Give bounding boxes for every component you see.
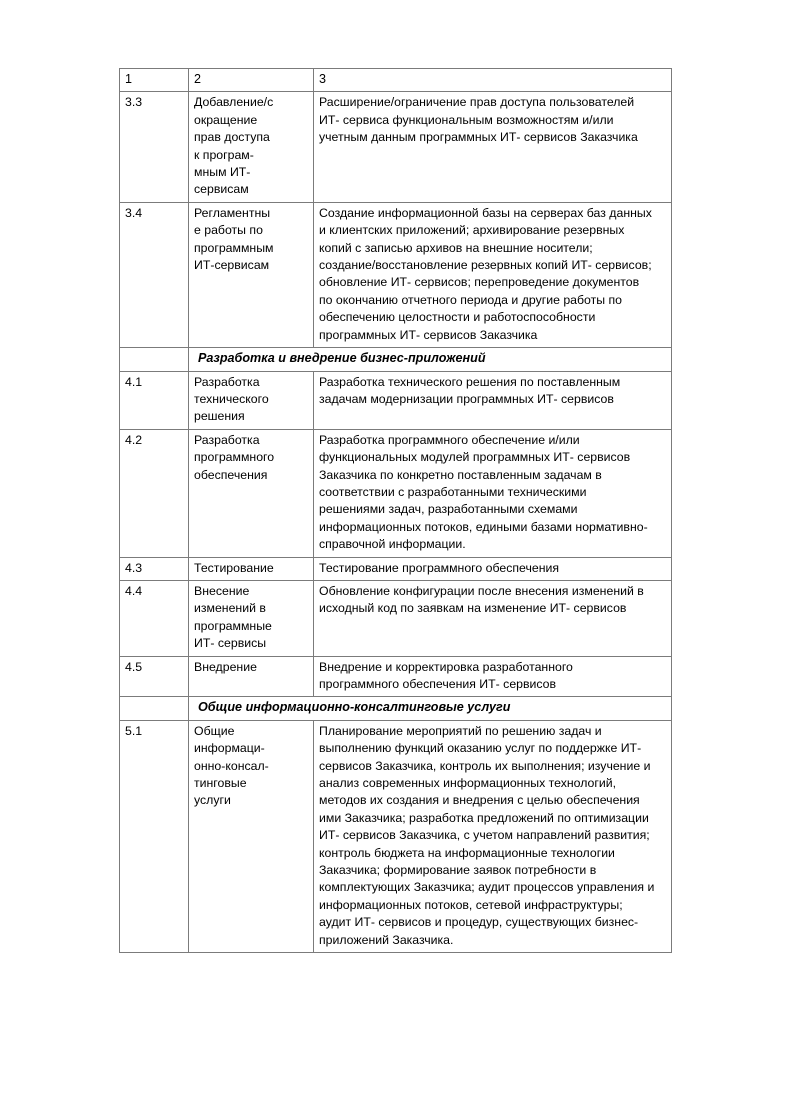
service-description-line: Обновление конфигурации после внесения изменений в: [319, 583, 644, 598]
row-number: 3.3: [120, 92, 189, 202]
section-num-cell: [120, 348, 189, 371]
service-name-line: Регламентны: [194, 205, 271, 220]
row-number: 3.4: [120, 202, 189, 347]
row-service-description: [314, 371, 672, 429]
service-name-line: е работы по: [194, 223, 263, 238]
table-section-row: [120, 697, 672, 720]
service-description-line: соответствии с разработанными техническими: [319, 484, 587, 499]
service-name-line: Внесение: [194, 583, 250, 598]
service-name-line: Разработка: [194, 374, 260, 389]
service-description-line: анализ современных информационных технологий,: [319, 776, 617, 791]
table-row: [120, 656, 672, 697]
row-service-name: [189, 371, 314, 429]
service-description-line: функциональных модулей программных ИТ- сервисов: [319, 450, 631, 465]
row-service-name: [189, 720, 314, 952]
service-description-line: Разработка технического решения по поставленным: [319, 374, 621, 389]
row-service-name: [189, 429, 314, 557]
service-description-line: сервисов Заказчика, контроль их выполнения; изучение и: [319, 758, 651, 773]
service-description-line: ими Заказчика; разработка предложений по оптимизации: [319, 810, 649, 825]
row-service-name: [189, 202, 314, 347]
service-description-line: учетным данным программных ИТ- сервисов Заказчика: [319, 130, 638, 145]
row-service-description: [314, 720, 672, 952]
row-service-name: [189, 580, 314, 656]
row-number: 4.1: [120, 371, 189, 429]
service-description-line: по окончанию отчетного периода и другие работы по: [319, 292, 623, 307]
service-name-line: услуги: [194, 793, 231, 808]
service-description-line: ИТ- сервисов Заказчика, с учетом направлений развития;: [319, 828, 650, 843]
service-name-line: Добавление/с: [194, 95, 274, 110]
service-description-line: контроль бюджета на информационные технологии: [319, 845, 615, 860]
service-description-line: обеспечению целостности и работоспособности: [319, 310, 596, 325]
row-number: 5.1: [120, 720, 189, 952]
table-section-row: [120, 348, 672, 371]
service-description-line: Планирование мероприятий по решению задач и: [319, 723, 602, 738]
service-description-line: методов их создания и внедрения с целью обеспечения: [319, 793, 640, 808]
service-name-line: информаци-: [194, 741, 265, 756]
table-row: [120, 580, 672, 656]
service-name-line: программного: [194, 450, 275, 465]
service-name-line: Общие: [194, 723, 235, 738]
service-description-line: программных ИТ- сервисов Заказчика: [319, 327, 538, 342]
section-title: Общие информационно-консалтинговые услуги: [189, 697, 672, 720]
service-description-line: Создание информационной базы на серверах баз данных: [319, 205, 652, 220]
service-description-line: аудит ИТ- сервисов и процедур, существующих бизнес-: [319, 915, 639, 930]
service-description-line: Разработка программного обеспечение и/или: [319, 432, 580, 447]
service-name-line: к програм-: [194, 147, 254, 162]
service-name-line: обеспечения: [194, 467, 268, 482]
row-number: 4.5: [120, 656, 189, 697]
row-service-description: [314, 92, 672, 202]
row-service-description: [314, 429, 672, 557]
service-name-line: ИТ- сервисы: [194, 636, 267, 651]
table-header-row: [120, 69, 672, 92]
service-description-line: копий с записью архивов на внешние носители;: [319, 240, 593, 255]
table-row: [120, 92, 672, 202]
service-description-line: выполнению функций оказанию услуг по поддержке ИТ-: [319, 741, 642, 756]
service-name-line: изменений в: [194, 601, 266, 616]
table-row: [120, 202, 672, 347]
services-table: [119, 68, 672, 953]
service-name-line: тинговые: [194, 776, 247, 791]
service-description-line: приложений Заказчика.: [319, 932, 454, 947]
table-body: [120, 92, 672, 953]
section-title: Разработка и внедрение бизнес-приложений: [189, 348, 672, 371]
service-description-line: Заказчика по конкретно поставленным задачам в: [319, 467, 602, 482]
service-description-line: Тестирование программного обеспечения: [319, 560, 560, 575]
row-number: 4.2: [120, 429, 189, 557]
service-name-line: онно-консал-: [194, 758, 269, 773]
row-service-name: [189, 656, 314, 697]
service-name-line: программным: [194, 240, 274, 255]
service-description-line: задачам модернизации программных ИТ- сервисов: [319, 391, 614, 406]
table-row: [120, 557, 672, 580]
services-table-container: [119, 68, 671, 953]
service-description-line: создание/восстановление резервных копий ИТ- сервисов;: [319, 258, 652, 273]
service-name-line: прав доступа: [194, 130, 270, 145]
service-name-line: мным ИТ-: [194, 165, 251, 180]
service-description-line: Внедрение и корректировка разработанного: [319, 659, 573, 674]
table-header: [120, 69, 672, 92]
row-service-description: [314, 557, 672, 580]
row-service-description: [314, 202, 672, 347]
row-number: 4.4: [120, 580, 189, 656]
service-name-line: Разработка: [194, 432, 260, 447]
service-description-line: справочной информации.: [319, 537, 466, 552]
column-header-3: 3: [314, 69, 672, 92]
service-description-line: информационных потоков, едиными базами нормативно-: [319, 519, 648, 534]
service-description-line: обновление ИТ- сервисов; перепроведение документов: [319, 275, 640, 290]
service-name-line: технического: [194, 391, 269, 406]
table-row: [120, 720, 672, 952]
service-description-line: и клиентских приложений; архивирование резервных: [319, 223, 625, 238]
service-name-line: решения: [194, 409, 245, 424]
service-name-line: программные: [194, 618, 272, 633]
row-service-name: [189, 557, 314, 580]
service-description-line: Расширение/ограничение прав доступа пользователей: [319, 95, 635, 110]
service-name-line: ИТ-сервисам: [194, 258, 270, 273]
service-name-line: окращение: [194, 112, 258, 127]
table-row: [120, 429, 672, 557]
service-description-line: ИТ- сервиса функциональным возможностям и/или: [319, 112, 614, 127]
service-description-line: исходный код по заявкам на изменение ИТ- сервисов: [319, 601, 627, 616]
service-description-line: решениями задач, разработанными схемами: [319, 502, 578, 517]
service-description-line: программного обеспечения ИТ- сервисов: [319, 677, 557, 691]
row-service-name: [189, 92, 314, 202]
service-name-line: Внедрение: [194, 659, 257, 674]
service-description-line: Заказчика; формирование заявок потребности в: [319, 863, 597, 878]
table-row: [120, 371, 672, 429]
service-description-line: комплектующих Заказчика; аудит процессов управления и: [319, 880, 655, 895]
row-service-description: [314, 656, 672, 697]
section-num-cell: [120, 697, 189, 720]
column-header-1: 1: [120, 69, 189, 92]
service-name-line: Тестирование: [194, 560, 274, 575]
service-name-line: сервисам: [194, 182, 249, 197]
column-header-2: 2: [189, 69, 314, 92]
row-number: 4.3: [120, 557, 189, 580]
service-description-line: информационных потоков, сетевой инфраструктуры;: [319, 897, 623, 912]
row-service-description: [314, 580, 672, 656]
